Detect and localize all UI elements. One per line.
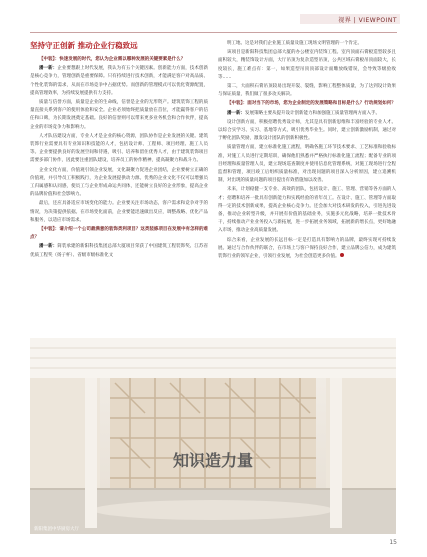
answer-text: 发展策略主要从提升设计创新能力和加强施工质量管理两方面入手。	[245, 110, 380, 116]
body-paragraph: 明工地、这是对我们企业施工质量及施工现场文明管理的一个肯定。	[227, 41, 362, 46]
body-paragraph: 设计创新方面，积极招聘优秀设计师，尤其是具有创新思维和丰富经验的专业人才。以综合实学习、实习、基地等方式，吸引优秀毕业生。同时，建立创新激励机制，通过对于孵化团队奖励，激发设计团队的创新积极性。	[218, 119, 396, 142]
question-text: 【中装】：面对当下的市场，您为企业制定的发展策略和目标是什么？行动规划如何？	[227, 101, 396, 107]
question-paragraph	[30, 226, 208, 242]
article-title: 坚持守正创新 推动企业行稳致远	[30, 41, 138, 50]
question-paragraph	[30, 56, 208, 64]
body-paragraph: 企业文化方面，价值观引领企业发展，文化凝聚力促进企业团结，企业要树立正确的价值观，并引导员工积极践行，为企业发展提供动力源。优秀的企业文化不仅可以增强员工归属感和认同感，使员工与企业形成命运共同体，还能树立良好的企业形象，提高企业的品牌价值和社会影响力。	[30, 167, 208, 198]
body-paragraph: 未来，计划稳健一支专业、高效的团队，包括设计、施工、管理、营销等各方面的人才；招聘和培养一批具有创新能力和实践经验的青年员工。在设计、施工、管理等方面取得一定的技术创新成果，提高企业核心竞争力。还会加大对技术研发的投入，引进先进设备，推动企业转型升级，并开展有价值的基础业务，实施多元化战略，培养一批技术骨干，持续推动产业业务投入与新拓展，进一步拓展业务领域，拓展新的增长点，更好地融入市场，推动企业高质量发展。	[218, 187, 396, 234]
header-divider	[30, 32, 397, 33]
right-column	[218, 40, 396, 262]
question-paragraph	[218, 100, 396, 108]
body-paragraph: 第二，大面积石膏吊顶较易出现开裂、裂缝，影响工程整体质量，为了达到设计效果与保证质量，我们做了很多攻关解决。	[218, 84, 396, 98]
wall-slogan: 知识造力量	[172, 451, 254, 470]
lobby-photo	[30, 338, 396, 534]
speaker-label: 潘一新：	[39, 66, 58, 72]
body-paragraph: 综合来看，企业发展的长远目标一定是打造具有影响力的品牌，最终实现可持续发展。通过与合作伙伴的联合，在市场上与客户保持良好合作，建立品牌公信力，成为建筑装饰行业的领军企业，引领行业发展，为社会创造更多价值。	[218, 237, 396, 260]
answer-text: 企业要想跟上时代发展，我认为有五个关键因素。创新能力方面，技术创新是核心竞争力，管理创新是重要保障。只有持续进行技术创新，才能满足客户对高品质、个性化装饰的需求，从而在市场竞争中占据优势。而创新的管理模式可以优化资源配置，提高管理效率，为持续发展提供有力支持。	[30, 66, 209, 96]
body-paragraph: 质量与信誉方面，质量是企业的生命线，信誉是企业的无形资产。建筑装饰工程的质量直接关系到客户的使用体验和安全。企业必须始终把质量放在首位，才能赢得客户的信任和口碑，为长期发展奠定基础。良好的信誉则可以带来更多业务机会和合作伙伴，提高企业的市场竞争力和影响力。	[30, 100, 208, 130]
speaker-label: 潘一新：	[39, 244, 58, 250]
body-paragraph	[218, 110, 396, 118]
question-text: 【中装】：请介绍一个公司最满意的装饰类利项目？这类装修项目在发展中有怎样的难点？	[30, 227, 208, 241]
speaker-label: 潘一新：	[227, 110, 245, 116]
lobby-illustration	[30, 338, 396, 534]
body-paragraph: 最后，还应具备适应市场变化的能力。企业要关注市场动态，客户需求和竞争对手的情况，为决策提供依据。在市场变化面前，企业要能迅速做出反应，调整战略、优化产品和服务，以适应市场需求。	[30, 201, 208, 223]
body-paragraph: 质量管理方面，建立标准化施工流程，明确各施工环节技术要求、工艺标准和验收标准，对施工人员进行定期培训，确保他们熟悉并严格执行标准化施工流程；配备专业的项目经理和质量管理人员，建立现场巡查制度并使用信息化管理系统，对施工现场进行全程监督和管理，项目竣工后组织质量标准，对出现问题的项目深入分析原因，建立追溯机制，对出现的质量问题的项目提出有效措施加以改善。	[218, 145, 396, 184]
body-paragraph: 人才队伍建设方面，专业人才是企业的核心资源，团队协作是企业发展的关键。建筑装饰行业需要具有专业知识和技能的人才，包括设计师、工程师、项目经理、施工人员等。企业要提供良好的发展空间和待遇，吸引、培养和留住优秀人才，由于建筑装饰项目需要多部门协作，因此要注重团队建设，培养员工的协作精神，提高凝聚力和战斗力。	[30, 133, 208, 164]
body-paragraph: 该项目是新阳科技集团总部大厦的办公楼室内装饰工程。室内顶面石膏板造型较多且面积较大，精装饰设计方面，大厅吊顶为复杂造型吊顶，公共区域石膏板吊顶面较大，长度较长，施工难点有：第一，如果造型吊顶顶部设计面雕放线错误，会导致等级验收等……	[218, 50, 396, 80]
article-end-icon	[340, 253, 344, 257]
answer-text: 简装承建的新阳科技集团总部大厦项目荣获了中国建筑工程装饰奖、江苏省优质工程奖（扬子杯）、省级市级标准化文	[30, 244, 209, 258]
section-label: 视界 | VIEWPOINT	[338, 17, 397, 24]
question-text: 【中装】：快速发展的时代，您认为企业需以哪种发展的关键要素是什么？	[39, 57, 186, 62]
photo-caption: 新阳集团中华厨房大厅	[34, 527, 79, 532]
left-column	[30, 56, 208, 261]
body-paragraph	[30, 65, 208, 98]
page-number: 15	[389, 539, 397, 546]
body-paragraph	[30, 243, 208, 259]
